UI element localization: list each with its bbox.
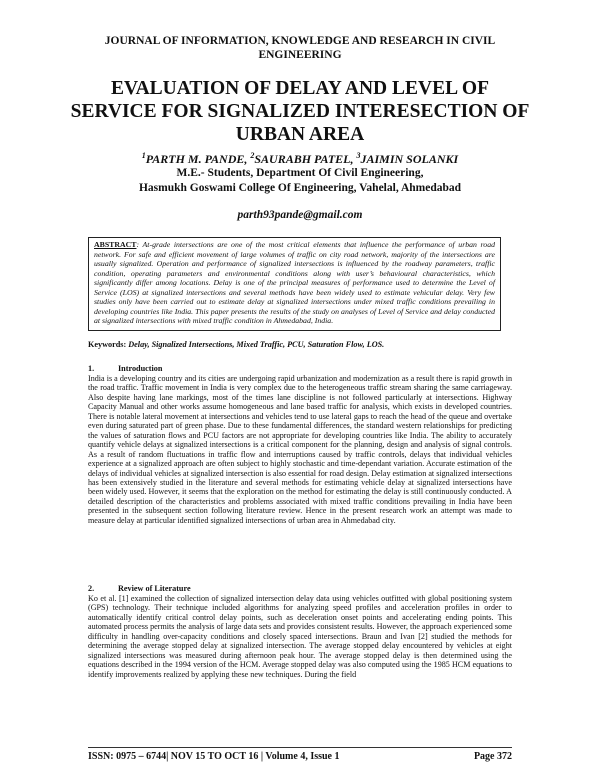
affiliation <box>60 166 540 196</box>
section-title: Review of Literature <box>118 584 191 593</box>
affiliation-line-2: Hasmukh Goswami College Of Engineering, Vahelal, Ahmedabad <box>138 182 462 194</box>
abstract-text: : At-grade intersections are one of the most critical elements that influence the performance of urban road network. For safe and efficient movement of large volumes of traffic on city road network, majority of the intersections are usually signalized. Operation and performance of signalized intersections is influenced by the roadway parameters, traffic condition, operating parameters and environmental conditions along with user’s behavioural characteristics, which significantly differ among locations. Delay is one of the principal measures of performance used to determine the Level of Service (LOS) at signalized intersections and several methods have been widely used to estimate vehicular delay. Very few studies only have been carried out to estimate delay at signalized intersections under mixed traffic conditions prevailing in developing countries like India. This paper presents the results of the study on analyses of Level of Service and delay conducted at signalized intersections with mixed traffic condition in Ahmedabad, India. <box>94 240 495 326</box>
author-2-number: 2 <box>250 151 255 160</box>
section-heading-introduction <box>88 364 162 374</box>
journal-header: JOURNAL OF INFORMATION, KNOWLEDGE AND RESEARCH IN CIVIL ENGINEERING <box>104 35 496 61</box>
section-heading-literature-review <box>88 584 191 594</box>
affiliation-line-1: M.E.- Students, Department Of Civil Engineering, <box>176 167 424 179</box>
section-number: 2. <box>88 584 95 593</box>
keywords <box>88 340 512 350</box>
abstract-label: ABSTRACT <box>94 240 137 249</box>
keywords-text: Delay, Signalized Intersections, Mixed Traffic, PCU, Saturation Flow, LOS. <box>126 340 385 349</box>
page-number: Page 372 <box>473 751 512 762</box>
footer-issn: ISSN: 0975 – 6744| NOV 15 TO OCT 16 | Volume 4, Issue 1 <box>88 751 340 762</box>
footer-divider <box>88 747 512 748</box>
author-1-number: 1 <box>141 151 146 160</box>
author-3-name: JAIMIN SOLANKI <box>360 152 459 166</box>
section-number: 1. <box>88 364 95 373</box>
paper-title: EVALUATION OF DELAY AND LEVEL OF SERVICE FOR SIGNALIZED INTERESECTION OF URBAN AREA <box>70 78 530 145</box>
keywords-label: Keywords: <box>88 340 127 349</box>
author-2-name: SAURABH PATEL, <box>254 152 357 166</box>
section-body-introduction: India is a developing country and its cities are undergoing rapid urbanization and modernization as a result there is rapid growth in the road traffic. Traffic movement in India is very complex due to the heterogeneous traffic stream sharing the same carriageway. Also despite having lane markings, most of the times lane discipline is not followed particularly at intersections. Highway Capacity Manual and other works assume homogeneous and lane based traffic for analysis, which exists in developed countries. There is notable lateral movement at intersections and vehicles tend to use lateral gaps to reach the head of the queue and overtake even during saturated part of green phase. Due to these fundamental differences, the standard western relationships for predicting the values of saturation flows and PCU factors are not appropriate for developing countries like India. The ability to accurately quantify vehicle delays at signalized intersections is a critical component for the planning, design and analysis of signal controls. As a result of random fluctuations in traffic flow and interruptions caused by traffic controls, delays that individual vehicles experience at a signalized approach are often subject to highly stochastic and time-dependant variation. Accurate estimation of the delays of individual vehicles at signalized intersection is also essential for road design. Delay estimation at signalized intersections has been extensively studied in the literature and several methods for estimating vehicle delay at signalized intersections have been widely used. However, it seems that the exploration on the method for estimating the delay is still continuously conducted. A detailed description of the characteristics and problems associated with mixed traffic conditions prevailing in India have been presented in the subsequent section following literature review. Hence in the present research work an attempt was made to measure delay at particular identified signalized intersections of urban area in Ahmedabad city. <box>88 374 512 525</box>
author-email: parth93pande@gmail.com <box>237 209 363 221</box>
abstract-box <box>88 237 501 331</box>
section-body-literature-review: Ko et al. [1] examined the collection of signalized intersection delay data using vehicles outfitted with global positioning system (GPS) technology. Their technique included algorithms for analyzing speed profiles and acceleration profiles in order to automatically identify critical control delay points, such as deceleration onset points and accelerating ending points. This automated process permits the analysis of large data sets and provides consistent results. However, the approach experienced some difficulty in handling over-capacity conditions and closely spaced intersections. Braun and Ivan [2] studied the methods for determining the average stopped delay at signalized intersection. The average stopped delay encountered by vehicles at eight signalized intersections was measured during afternoon peak hour. The average stopped delay is then determined using the equations described in the 1994 version of the HCM. Average stopped delay was also computed using the 1985 HCM equations to identify improvements realized by applying these new techniques. During the field <box>88 594 512 679</box>
author-1-name: PARTH M. PANDE, <box>145 152 251 166</box>
section-title: Introduction <box>118 364 163 373</box>
author-line <box>60 148 540 167</box>
author-3-number: 3 <box>356 151 361 160</box>
